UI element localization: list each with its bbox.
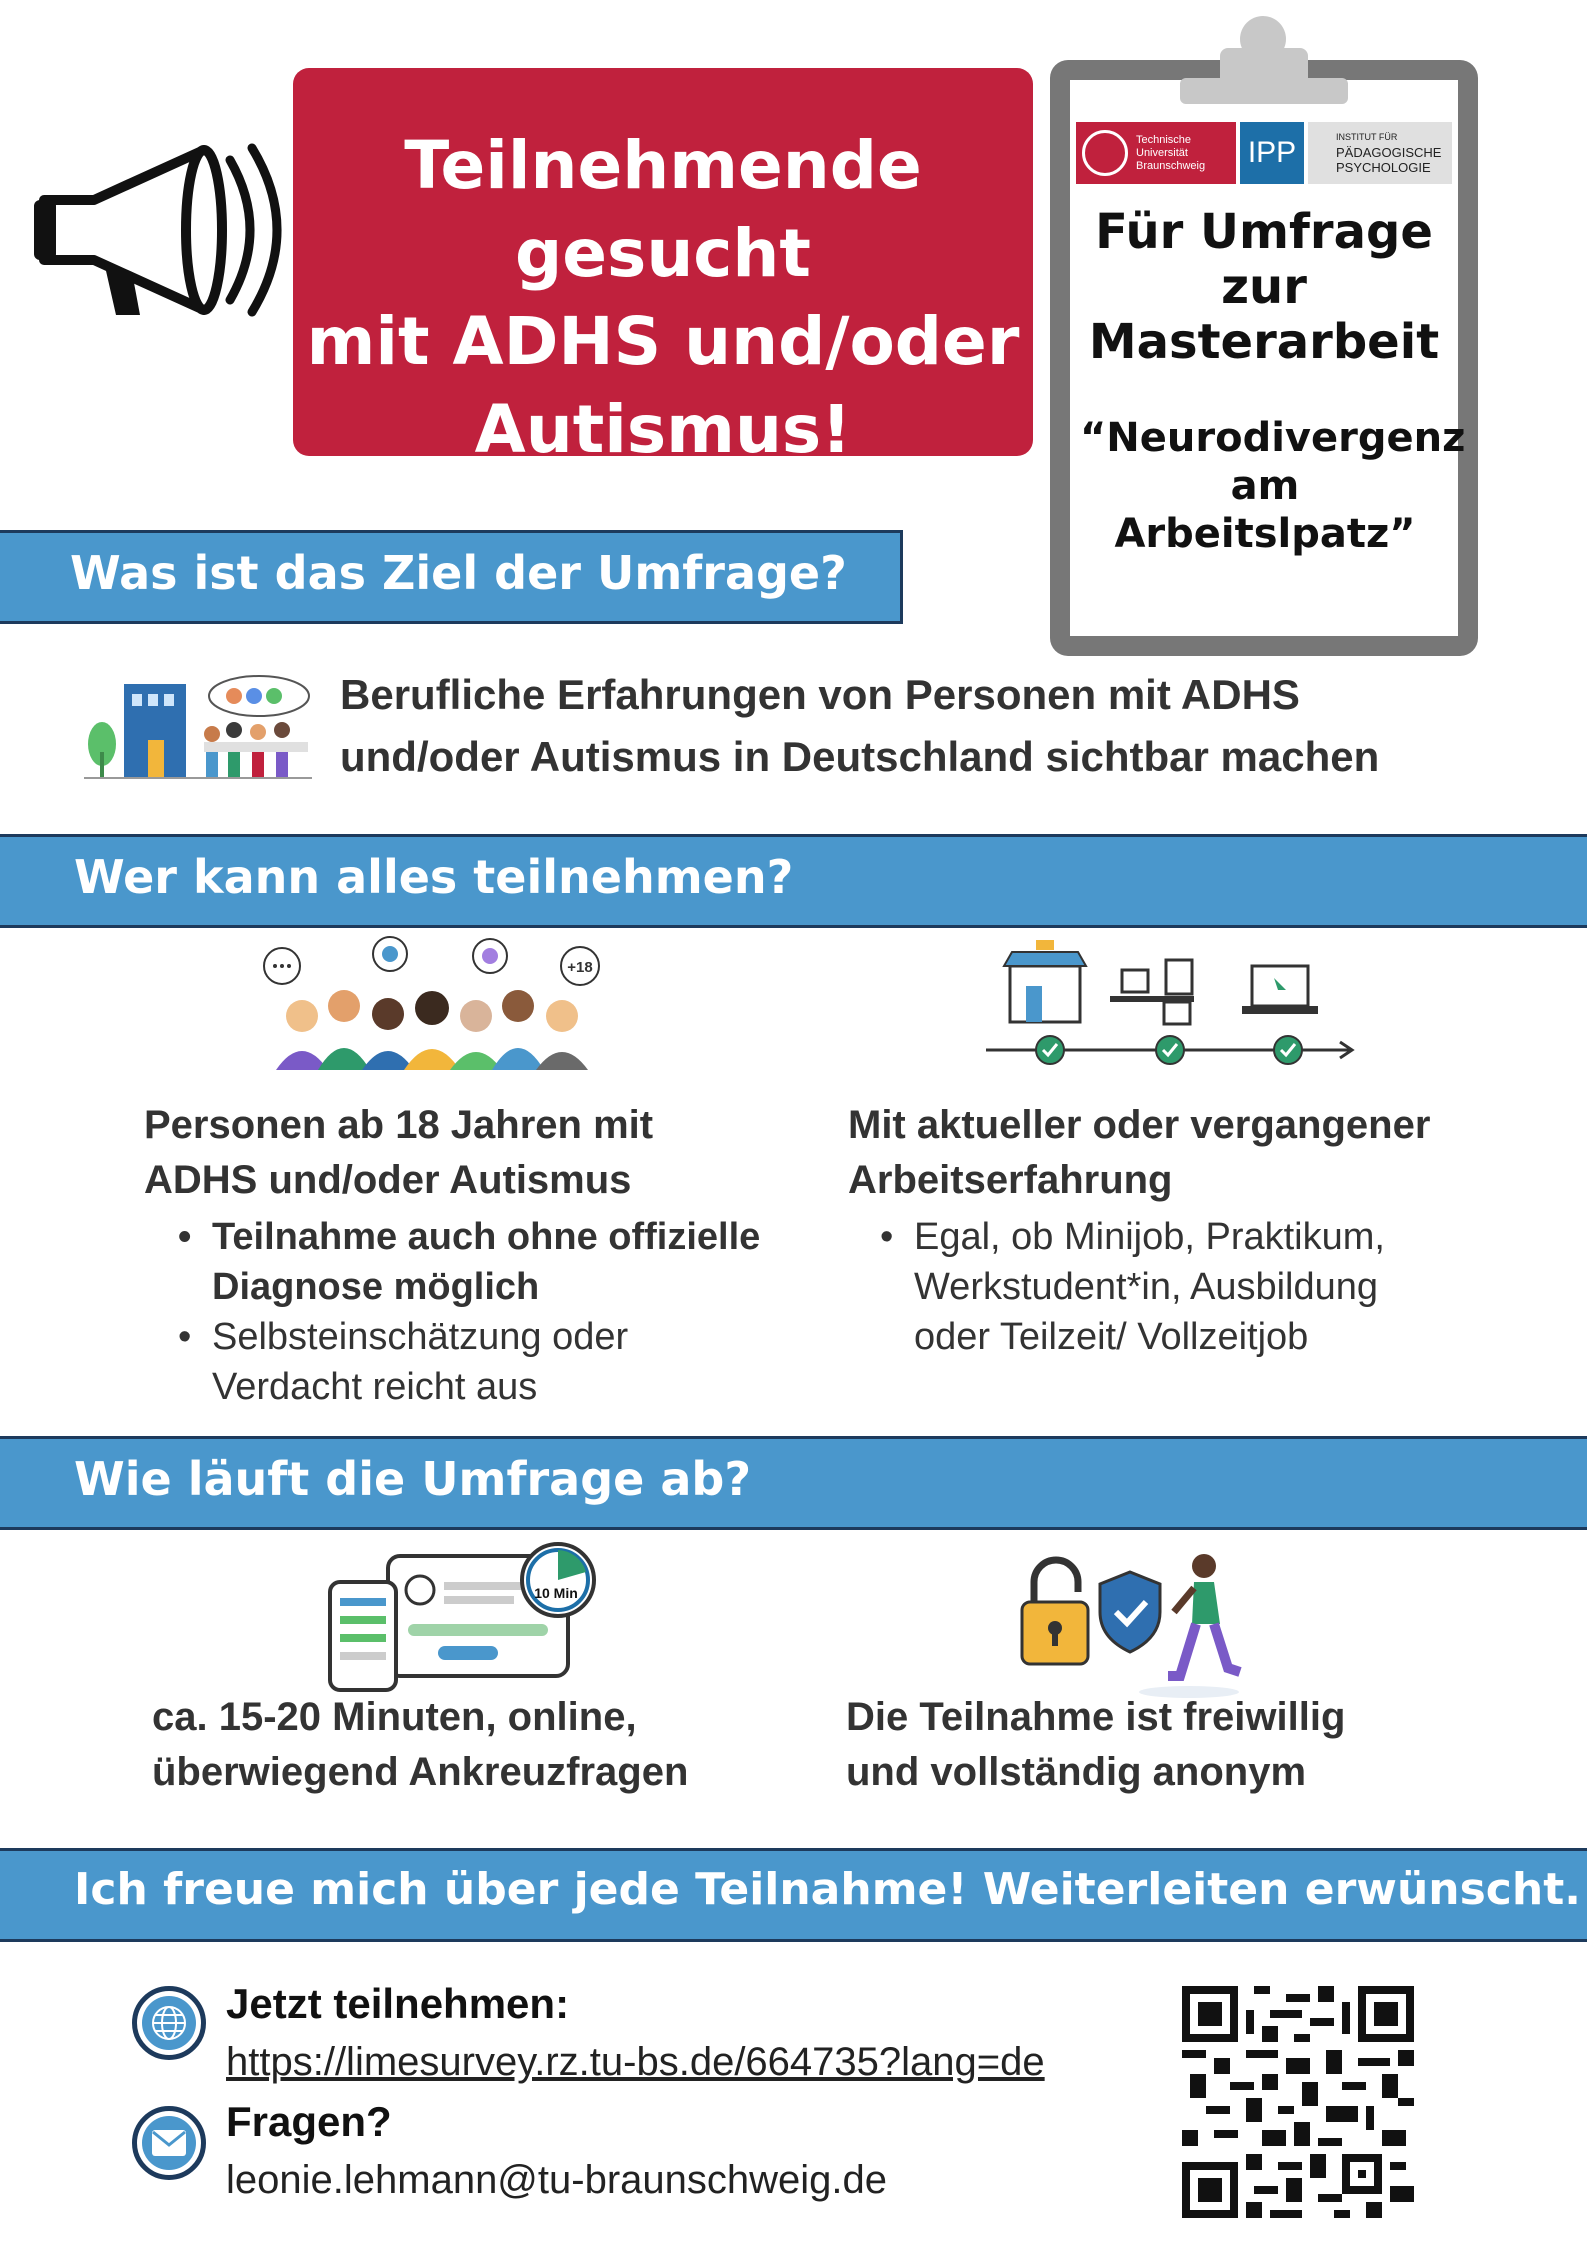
closing-text: Ich freue mich über jede Teilnahme! Weiterleiten erwünscht. [74, 1864, 1581, 1915]
headline [293, 122, 1033, 474]
how-left-text-line: ca. 15-20 Minuten, online, [152, 1695, 637, 1739]
contact-email[interactable]: leonie.lehmann@tu-braunschweig.de [226, 2158, 888, 2202]
how-left-text [152, 1690, 688, 1800]
how-right-text-line: Die Teilnahme ist freiwillig [846, 1695, 1346, 1739]
questions-label: Fragen? [226, 2098, 392, 2145]
ipp-logo-line: PÄDAGOGISCHE [1336, 145, 1442, 160]
section-how-title: Wie läuft die Umfrage ab? [74, 1452, 752, 1506]
section-goal-title: Was ist das Ziel der Umfrage? [70, 546, 847, 600]
tu-seal-icon [1082, 130, 1128, 176]
bullet-line: • Teilnahme auch ohne offizielle [212, 1216, 761, 1258]
who-left-bullets [166, 1212, 760, 1412]
thesis-title-line: “Neurodivergenz [1080, 415, 1466, 461]
purpose-line: Für Umfrage [1095, 204, 1433, 260]
qr-code[interactable] [1182, 1986, 1414, 2218]
survey-purpose [1084, 205, 1444, 370]
how-right-text [846, 1690, 1345, 1800]
bullet-line: • Egal, ob Minijob, Praktikum, [914, 1216, 1385, 1258]
thesis-title-line: am Arbeitslpatz” [1114, 463, 1416, 557]
who-left-heading-line: ADHS und/oder Autismus [144, 1158, 632, 1202]
how-left-text-line: überwiegend Ankreuzfragen [152, 1750, 689, 1794]
headline-line: mit ADHS und/oder [306, 303, 1020, 380]
age-badge: +18 [567, 959, 593, 976]
mail-icon [132, 2106, 206, 2180]
tu-logo-line: Universität [1136, 146, 1188, 159]
bullet-line: oder Teilzeit/ Vollzeitjob [914, 1316, 1309, 1358]
tu-logo-line: Braunschweig [1136, 159, 1206, 172]
ipp-logo-line: INSTITUT FÜR [1336, 132, 1398, 142]
who-left-heading-line: Personen ab 18 Jahren mit [144, 1103, 654, 1147]
ipp-logo-line: PSYCHOLOGIE [1336, 160, 1431, 175]
who-right-bullets [868, 1212, 1385, 1362]
bullet-line: Diagnose möglich [212, 1266, 540, 1308]
clipboard-clip [1180, 78, 1348, 104]
survey-link[interactable]: https://limesurvey.rz.tu-bs.de/664735?lang=de [226, 2040, 1045, 2084]
who-right-heading [848, 1098, 1430, 1208]
bullet-line: • Selbsteinschätzung oder [212, 1316, 629, 1358]
goal-text-line: Berufliche Erfahrungen von Personen mit ADHS [340, 671, 1300, 718]
who-right-heading-line: Mit aktueller oder vergangener [848, 1103, 1431, 1147]
bullet-line: Werkstudent*in, Ausbildung [914, 1266, 1379, 1308]
list-item [166, 1212, 760, 1312]
bullet-line: Verdacht reicht aus [212, 1366, 538, 1408]
ipp-logo: IPP [1240, 122, 1304, 184]
who-right-heading-line: Arbeitserfahrung [848, 1158, 1173, 1202]
headline-line: Teilnehmende gesucht [404, 127, 922, 292]
tu-braunschweig-logo [1076, 122, 1236, 184]
how-right-text-line: und vollständig anonym [846, 1750, 1307, 1794]
who-left-heading [144, 1098, 653, 1208]
purpose-line: zur [1221, 259, 1307, 315]
online-survey-illustration [328, 1542, 602, 1692]
headline-line: Autismus! [474, 391, 852, 468]
work-path-illustration [986, 940, 1356, 1070]
participate-label: Jetzt teilnehmen: [226, 1980, 570, 2027]
tu-logo-line: Technische [1136, 133, 1192, 146]
section-who-title: Wer kann alles teilnehmen? [74, 850, 794, 904]
ipp-logo-text [1308, 122, 1452, 184]
anonymous-illustration [1014, 1552, 1244, 1702]
timer-label: 10 Min [534, 1585, 578, 1601]
goal-text-line: und/oder Autismus in Deutschland sichtbar machen [340, 733, 1380, 780]
goal-text [340, 664, 1379, 788]
workplace-illustration [84, 672, 312, 780]
megaphone-icon [34, 140, 289, 320]
list-item [868, 1212, 1385, 1362]
globe-icon [132, 1986, 206, 2060]
people-illustration [262, 936, 602, 1070]
thesis-title [1080, 414, 1466, 558]
purpose-line: Masterarbeit [1088, 314, 1440, 370]
list-item [166, 1312, 760, 1412]
